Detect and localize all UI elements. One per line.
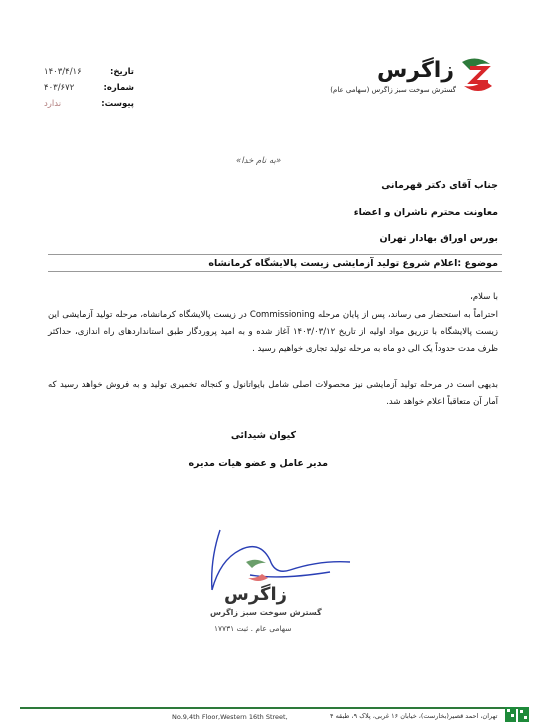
date-label: تاریخ: <box>110 67 134 77</box>
signatory-title: مدیر عامل و عضو هیات مدیره <box>188 458 328 469</box>
logo-wordmark: زاگرس <box>376 58 454 83</box>
number-label: شماره: <box>103 83 134 93</box>
date-value: ۱۴۰۳/۴/۱۶ <box>44 67 82 77</box>
company-stamp <box>196 536 326 656</box>
date-row <box>44 64 134 80</box>
recipient-department: معاونت محترم ناشران و اعضاء <box>353 207 498 218</box>
stamp-company-name: گسترش سوخت سبز زاگرس <box>210 608 322 617</box>
qr-code-icon <box>505 707 529 722</box>
logo-subtitle: گسترش سوخت سبز زاگرس (سهامی عام) <box>330 86 456 94</box>
recipient-organization: بورس اوراق بهادار تهران <box>379 233 498 244</box>
stamp-wordmark: زاگرس <box>224 584 288 605</box>
letter-meta <box>44 64 134 112</box>
footer-address-en: No.9,4th Floor,Western 16th Street, <box>172 713 288 721</box>
basmala: «به نام خدا» <box>236 156 282 166</box>
attachment-row <box>44 96 134 112</box>
body-paragraph-1: احتراماً به استحضار می رساند، پس از پایان مرحله Commissioning در زیست پالایشگاه کرمانشاه، مرحله تولید آزمایشی این زیست پالایشگاه با تزریق مواد اولیه از تاریخ ۱۴۰۳/۰۳/۱۲ آغاز شده و به امید پروردگار طبق استانداردهای راه اندازی، حداکثر ظرف مدت حدوداً یک الی دو ماه به مرحله تولید تجاری خواهیم رسید . <box>48 310 499 354</box>
attachment-label: پیوست: <box>101 99 134 109</box>
number-row <box>44 80 134 96</box>
number-value: ۴۰۳/۶۷۲ <box>44 83 75 93</box>
stamp-registration: سهامی عام . ثبت ۱۷۷۳۱ <box>214 624 292 633</box>
footer-divider <box>20 707 526 709</box>
body-paragraph-2: بدیهی است در مرحله تولید آزمایشی نیز محصولات اصلی شامل بایواتانول و کنجاله تخمیری تولید و به فروش خواهد رسید که آمار آن متعاقباً اعلام خواهد شد. <box>48 380 498 407</box>
greeting: با سلام، <box>470 292 498 302</box>
footer-address-fa: تهران، احمد قصیر(بخارست)، خیابان ۱۶ غربی، پلاک ۹، طبقه ۴ <box>330 712 498 720</box>
stamp-emblem-icon <box>244 558 270 582</box>
company-logo <box>330 56 496 100</box>
letter-subject: موضوع :اعلام شروع تولید آزمایشی زیست پالایشگاه کرمانشاه <box>48 254 502 272</box>
signatory-name: کیوان شیدائی <box>230 430 296 441</box>
attachment-value: ندارد <box>44 99 62 109</box>
recipient-name: جناب آقای دکتر قهرمانی <box>381 180 498 191</box>
logo-emblem-icon <box>458 56 496 94</box>
